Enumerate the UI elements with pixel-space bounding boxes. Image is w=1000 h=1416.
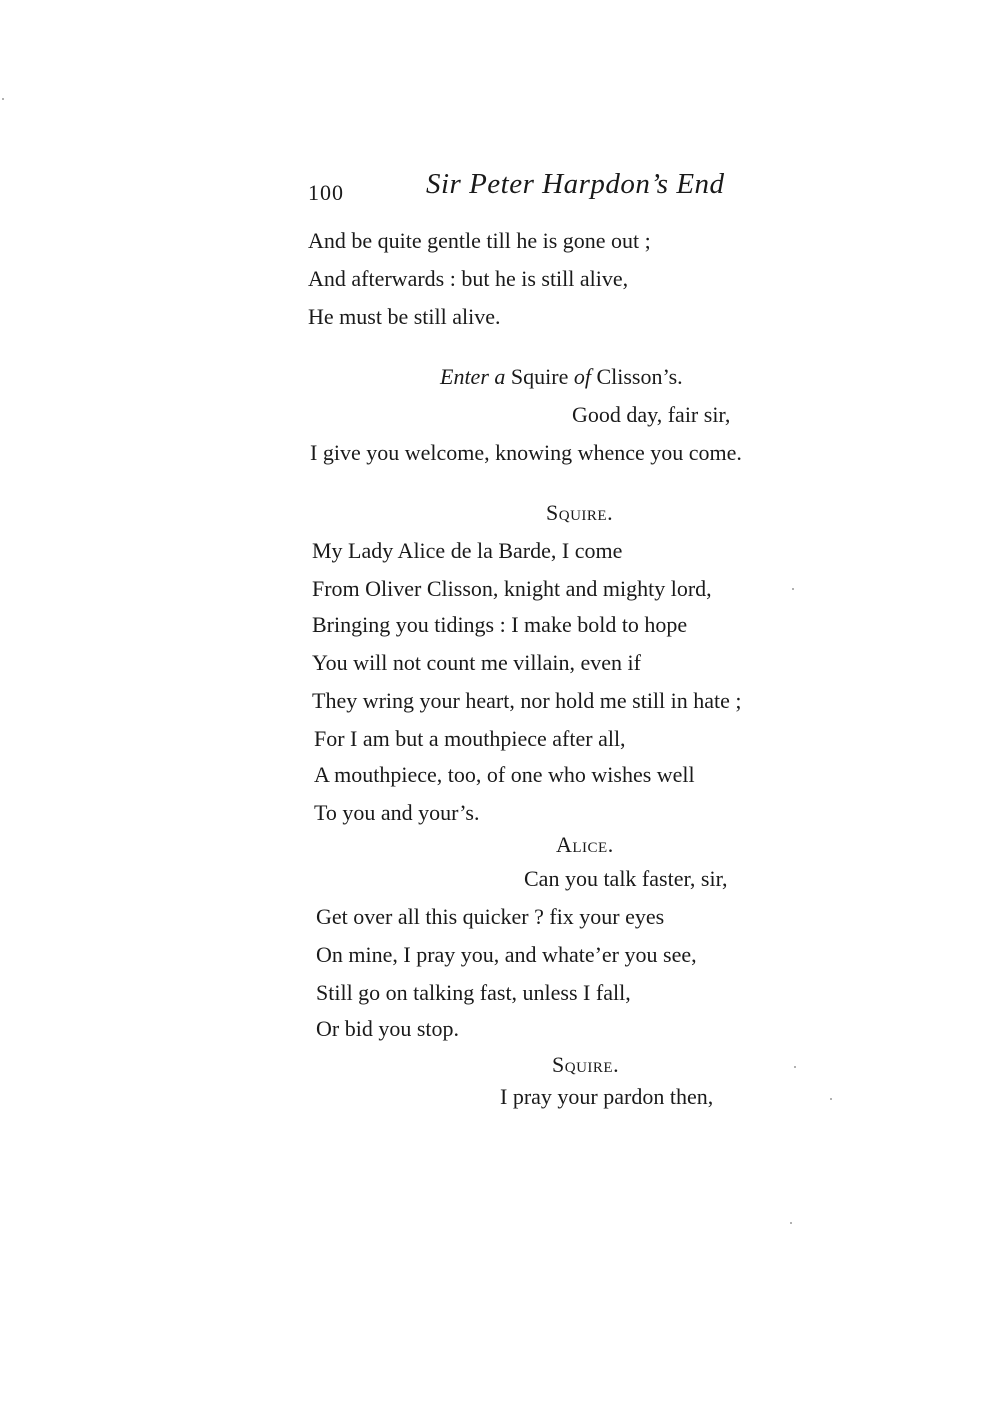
- running-title: Sir Peter Harpdon’s End: [426, 168, 725, 200]
- scan-speck: [792, 588, 794, 590]
- verse-line: A mouthpiece, too, of one who wishes well: [314, 762, 695, 787]
- verse-line: From Oliver Clisson, knight and mighty lord,: [312, 576, 712, 601]
- page-header: [308, 168, 828, 208]
- verse-line: Bringing you tidings : I make bold to hope: [312, 612, 688, 637]
- verse-line: Can you talk faster, sir,: [524, 866, 728, 891]
- verse-line: He must be still alive.: [308, 304, 501, 329]
- verse-line: Still go on talking fast, unless I fall,: [316, 980, 631, 1005]
- stage-word-squire: Squire: [510, 364, 569, 389]
- stage-word-enter: Enter: [440, 364, 489, 389]
- stage-word-clisson: Clisson’s.: [596, 364, 683, 389]
- verse-line: For I am but a mouthpiece after all,: [314, 726, 626, 751]
- verse-line: Good day, fair sir,: [572, 402, 731, 427]
- scan-speck: [2, 98, 4, 100]
- verse-line: To you and your’s.: [314, 800, 480, 825]
- speaker-name: Alice.: [556, 832, 614, 857]
- verse-line: On mine, I pray you, and whate’er you see,: [316, 942, 697, 967]
- verse-line: I give you welcome, knowing whence you come.: [310, 440, 742, 465]
- verse-line: My Lady Alice de la Barde, I come: [312, 538, 623, 563]
- speaker-name: Squire.: [552, 1052, 620, 1077]
- verse-line: And be quite gentle till he is gone out ;: [308, 228, 651, 253]
- verse-line: And afterwards : but he is still alive,: [308, 266, 629, 291]
- verse-line: They wring your heart, nor hold me still in hate ;: [312, 688, 742, 713]
- speaker-name: Squire.: [546, 500, 614, 525]
- verse-line: Or bid you stop.: [316, 1016, 459, 1041]
- verse-line: Get over all this quicker ? fix your eyes: [316, 904, 665, 929]
- verse-line: I pray your pardon then,: [500, 1084, 714, 1109]
- scan-speck: [790, 1222, 792, 1224]
- stage-word-of: of: [573, 364, 591, 389]
- scan-speck: [794, 1066, 796, 1068]
- page-number: 100: [308, 180, 344, 205]
- stage-word-a: a: [494, 364, 506, 389]
- scan-speck: [830, 1098, 832, 1100]
- verse-line: You will not count me villain, even if: [312, 650, 641, 675]
- stage-direction: [440, 362, 683, 392]
